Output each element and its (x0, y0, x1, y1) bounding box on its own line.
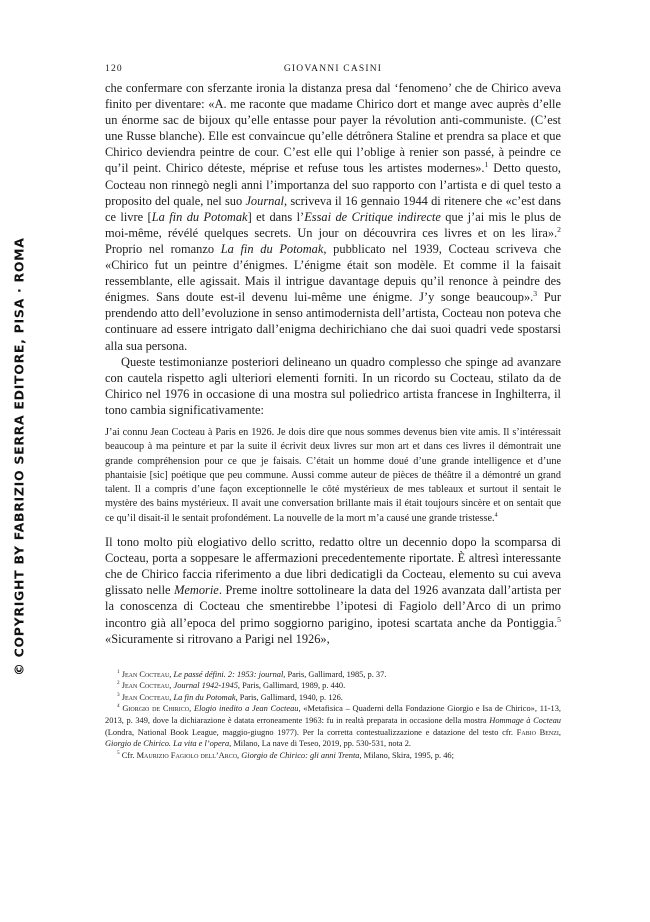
footnote-number: 5 (117, 750, 120, 757)
text-run: que j’ai mis le plus de moi-même, révélé quelques secrets. Un jour on découvrira ces livres et on les lira». (105, 209, 562, 240)
footnote-author: Giorgio de Chirico (122, 704, 190, 714)
italic-title: Memorie (174, 583, 219, 598)
footnote-author: Jean Cocteau (121, 692, 170, 702)
text-run: , (558, 727, 561, 737)
footnote-title: Elogio inedito a Jean Cocteau (193, 704, 299, 714)
text-run: Il tono molto più elogiativo dello scritto, redatto oltre un decennio dopo la scomparsa di Cocteau, porta a soppesare le affermazioni precedentemente riportate. È altresì interessante che de Chirico faccia riferimento a due libri dedicatigli da Cocteau, elemento su cui aveva glissato nelle (105, 535, 561, 598)
footnote-title: Le passé défini. 2: 1953: journal (173, 669, 284, 679)
footnote-1 (105, 669, 561, 681)
text-run: , scriveva il 16 gennaio 1944 di ritenere che «c’est dans ce livre [ (105, 193, 561, 224)
footnote-ref-2: 2 (557, 224, 561, 234)
footnote-3 (105, 692, 561, 704)
italic-title: La fin du Potomak (220, 241, 324, 256)
footnote-author: Maurizio Fagiolo dell’Arco (136, 750, 238, 760)
italic-title: Journal (245, 193, 284, 208)
page-number: 120 (105, 64, 123, 74)
text-run: , (169, 692, 174, 702)
text-run: Cfr. (121, 750, 137, 760)
footnote-ref-1: 1 (484, 160, 489, 170)
text-run: , «Metafisica – Quaderni della Fondazione Giorgio e Isa de Chirico», 11-13, 2013, p. 349, dove la dichiarazione è datata erroneamente 1963: fu in realtà preparata in occasione della mostra (105, 704, 562, 726)
footnote-author: Jean Cocteau (121, 681, 170, 691)
footnote-4 (105, 703, 561, 749)
footnote-title: Giorgio de Chirico. La vita e l’opera (105, 739, 230, 749)
footnote-ref-3: 3 (533, 289, 538, 299)
footnote-number: 3 (117, 692, 120, 699)
text-run: , (189, 704, 194, 714)
footnote-title: Giorgio de Chirico: gli anni Trenta (241, 750, 360, 760)
italic-title: Essai de Critique indirecte (304, 209, 441, 224)
footnote-number: 1 (117, 668, 120, 675)
text-run: , (169, 669, 174, 679)
paragraph-3 (105, 534, 561, 647)
italic-title: La fin du Potomak (151, 209, 248, 224)
text-run: , Milano, Skira, 1995, p. 46; (359, 750, 454, 760)
footnotes (105, 669, 561, 762)
footnote-number: 4 (117, 703, 120, 710)
running-title: GIOVANNI CASINI (283, 64, 383, 74)
copyright-text: © COPYRIGHT BY FABRIZIO SERRA EDITORE, PISA · ROMA (11, 236, 27, 676)
footnote-number: 2 (117, 680, 120, 687)
text-run: , pubblicato nel 1939, Cocteau scriveva che «Chirico fut un peintre d’énigmes. L’énigme était son modèle. Et comme il la faisait ressemblante, elle agissait. Mais il intrigue davantage depuis qu’il renonce à peindre des énigmes. Sans doute est-il devenu lui-même une énigme. J’y songe beaucoup». (105, 241, 561, 305)
footnote-title: Hommage à Cocteau (489, 716, 561, 726)
text-run: ] et dans l’ (247, 209, 305, 224)
paragraph-2: Queste testimonianze posteriori delineano un quadro complesso che spinge ad avanzare con cautela rispetto agli ulteriori elementi forniti. In un ricordo su Cocteau, stilato da de Chirico nel 1976 in occasione di una mostra sul poliedrico artista francese in Inghilterra, il tono cambia significativamente: (105, 354, 561, 417)
footnote-author: Fabio Benzi (516, 727, 559, 737)
text-run: Proprio nel romanzo (105, 241, 221, 256)
paragraph-1 (105, 80, 561, 354)
footnote-5 (105, 750, 561, 762)
text-run: che confermare con sferzante ironia la distanza presa dal ‘fenomeno’ che de Chirico aveva finito per diventare: «A. me raconte que madame Chirico dort et mange avec auprès d’elle un énorme sac de bijoux qu’elle entasse pour payer la révolution anti-communiste. (C’est une Russe blanche). Elle est convaincue qu’elle détrônera Staline et prendra sa place et que Chirico deviendra peintre de cour. C’est elle qui l’oblige à renier son passé, à peindre ce qu’il peint. Chirico déteste, méprise et refuse tous les artistes modernes». (105, 81, 561, 176)
text-run: , Milano, La nave di Teseo, 2019, pp. 530-531, nota 2. (229, 739, 411, 749)
text-run: , Paris, Gallimard, 1985, p. 37. (283, 669, 387, 679)
footnote-ref-4: 4 (494, 511, 498, 519)
text-run: . Preme inoltre sottolineare la data del 1926 avanzata dall’artista per la conoscenza di Cocteau che smentirebbe l’ipotesi di Fagiolo dell’Arco di un primo incontro già all’epoca del primo soggiorno parigino, ipotesi scartata anche da Pontiggia. (105, 583, 561, 630)
text-run: Pur prendendo atto dell’evoluzione in senso antimodernista dell’artista, Cocteau non poteva che continuare ad essere intrigato dall’enigma dechirichiano che dai suoi quadri vede spostarsi alla sua persona. (105, 290, 562, 353)
text-run: (Londra, National Book League, maggio-giugno 1977). Per la corretta contestualizzazione e datazione del testo cfr. (105, 727, 517, 737)
page (105, 60, 561, 761)
text-run: Detto questo, Cocteau non rinnegò negli anni l’importanza del suo rapporto con l’artista e di quel testo a proposito del quale, nel suo (105, 161, 561, 208)
footnote-2 (105, 680, 561, 692)
text-run: , Paris, Gallimard, 1989, p. 440. (237, 681, 346, 691)
footnote-title: La fin du Potomak (173, 692, 236, 702)
text-run: , (169, 681, 174, 691)
copyright-notice (8, 226, 30, 686)
text-run: «Sicuramente si ritrovano a Parigi nel 1926», (105, 631, 330, 646)
text-run: , (237, 750, 242, 760)
footnote-author: Jean Cocteau (121, 669, 170, 679)
body-text (105, 80, 561, 647)
quote-text: J’ai connu Jean Cocteau à Paris en 1926. Je dois dire que nous sommes devenus bien vite amis. Il s’intéressait beaucoup à ma peinture et par la suite il écrivit deux livres sur mon art et dans ces livres il démontrait une grande compréhension pour ce que je faisais. C’était un homme doué d’une grande intelligence et d’une phantaisie [sic] poétique que peu commune. Aussi comme auteur de pièces de théâtre il a démontré un grand talent. Il a compris d’une façon exceptionnelle le côté mystérieux de mes tableaux et surtout il sentait le mystère des bains mystérieux. Il avait une conversation brillante mais il était toujours sincère et on sentait que ce qu’il disait-il le sentait profondément. La nouvelle de la mort m’a causé une grande tristesse. (105, 426, 561, 524)
text-run: , Paris, Gallimard, 1940, p. 126. (235, 692, 343, 702)
block-quote (105, 426, 561, 526)
running-head (105, 60, 561, 80)
footnote-ref-5: 5 (557, 614, 561, 624)
footnote-title: Journal 1942-1945 (173, 681, 238, 691)
